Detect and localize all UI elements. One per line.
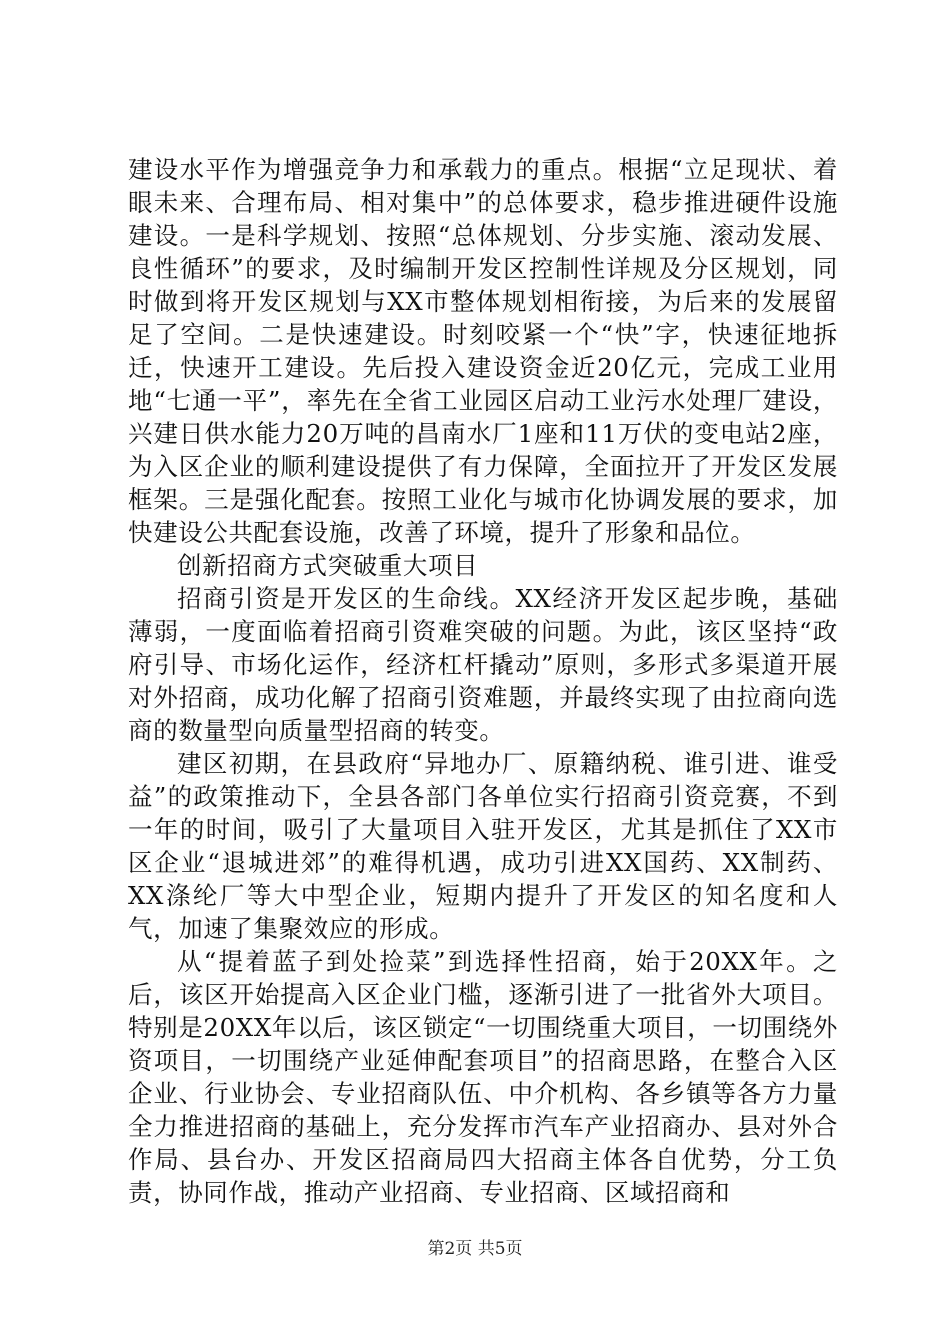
paragraph-early-stage: 建区初期，在县政府“异地办厂、原籍纳税、谁引进、谁受益”的政策推动下，全县各部门各单位实行招商引资竞赛，不到一年的时间，吸引了大量项目入驻开发区，尤其是抓住了XX市区企业“退城进郊”的难得机遇，成功引进XX国药、XX制药、XX涤纶厂等大中型企业，短期内提升了开发区的知名度和人气，加速了集聚效应的形成。 xyxy=(128,749,838,943)
paragraph-continuation: 建设水平作为增强竞争力和承载力的重点。根据“立足现状、着眼未来、合理布局、相对集中”的总体要求，稳步推进硬件设施建设。一是科学规划、按照“总体规划、分步实施、滚动发展、良性循环”的要求，及时编制开发区控制性详规及分区规划，同时做到将开发区规划与XX市整体规划相衔接，为后来的发展留足了空间。二是快速建设。时刻咬紧一个“快”字，快速征地拆迁，快速开工建设。先后投入建设资金近20亿元，完成工业用地“七通一平”，率先在全省工业园区启动工业污水处理厂建设，兴建日供水能力20万吨的昌南水厂1座和11万伏的变电站2座，为入区企业的顺利建设提供了有力保障，全面拉开了开发区发展框架。三是强化配套。按照工业化与城市化协调发展的要求，加快建设公共配套设施，改善了环境，提升了形象和品位。 xyxy=(128,155,838,547)
document-body xyxy=(128,153,838,1209)
paragraph-selective-investment: 从“提着蓝子到处捡菜”到选择性招商，始于20XX年。之后，该区开始提高入区企业门槛，逐渐引进了一批省外大项目。特别是20XX年以后，该区锁定“一切围绕重大项目，一切围绕外资项目，一切围绕产业延伸配套项目”的招商思路，在整合入区企业、行业协会、专业招商队伍、中介机构、各乡镇等各方力量全力推进招商的基础上，充分发挥市汽车产业招商办、县对外合作局、县台办、开发区招商局四大招商主体各自优势，分工负责，协同作战，推动产业招商、专业招商、区域招商和 xyxy=(128,947,838,1207)
paragraph-investment: 招商引资是开发区的生命线。XX经济开发区起步晚，基础薄弱，一度面临着招商引资难突破的问题。为此，该区坚持“政府引导、市场化运作，经济杠杆撬动”原则，多形式多渠道开展对外招商，成功化解了招商引资难题，并最终实现了由拉商向选商的数量型向质量型招商的转变。 xyxy=(128,584,838,745)
page-footer: 第2页 共5页 xyxy=(427,1239,523,1259)
section-heading: 创新招商方式突破重大项目 xyxy=(177,551,479,580)
